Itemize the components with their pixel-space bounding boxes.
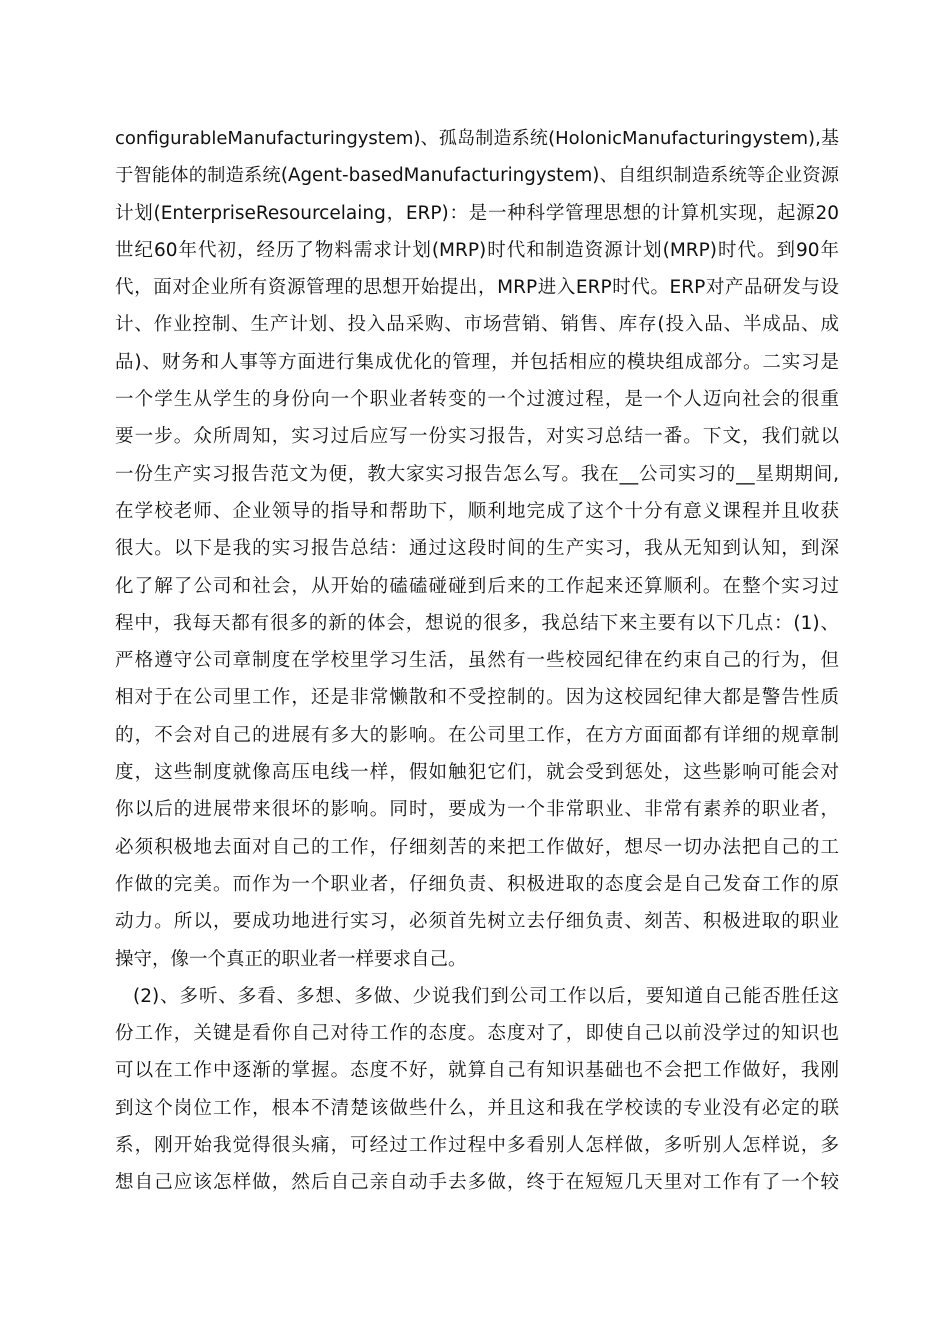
text-line: 计划(EnterpriseResourcelaing，ERP)：是一种科学管理思想的计算机实现，起源20 [115,202,839,224]
text-line: 的，不会对自己的进展有多大的影响。在公司里工作，在方方面面都有详细的规章制 [115,724,839,746]
text-line: 想自己应该怎样做，然后自己亲自动手去多做，终于在短短几天里对工作有了一个较 [115,1172,839,1194]
text-line: 要一步。众所周知，实习过后应写一份实习报告，对实习总结一番。下文，我们就以 [115,426,839,448]
text-line: 份工作，关键是看你自己对待工作的态度。态度对了，即使自己以前没学过的知识也 [115,1023,839,1045]
text-line: 可以在工作中逐渐的掌握。态度不好，就算自己有知识基础也不会把工作做好，我刚 [115,1060,839,1082]
text-line: 度，这些制度就像高压电线一样，假如触犯它们，就会受到惩处，这些影响可能会对 [115,762,839,784]
text-line: 你以后的进展带来很坏的影响。同时，要成为一个非常职业、非常有素养的职业者， [115,799,839,821]
text-line: 于智能体的制造系统(Agent-basedManufacturingystem)、自组织制造系统等企业资源 [115,165,839,187]
text-line: 代，面对企业所有资源管理的思想开始提出，MRP进入ERP时代。ERP对产品研发与设 [115,277,839,299]
text-line: 严格遵守公司章制度在学校里学习生活，虽然有一些校园纪律在约束自己的行为，但 [115,650,839,672]
text-line: 计、作业控制、生产计划、投入品采购、市场营销、销售、库存(投入品、半成品、成 [115,314,839,336]
text-line: 品)、财务和人事等方面进行集成优化的管理，并包括相应的模块组成部分。二实习是 [115,351,839,373]
text-line: 在学校老师、企业领导的指导和帮助下，顺利地完成了这个十分有意义课程并且收获 [115,500,839,522]
text-line: 作做的完美。而作为一个职业者，仔细负责、积极进取的态度会是自己发奋工作的原 [115,873,839,895]
text-line: 动力。所以，要成功地进行实习，必须首先树立去仔细负责、刻苦、积极进取的职业 [115,911,839,933]
text-line: 很大。以下是我的实习报告总结：通过这段时间的生产实习，我从无知到认知，到深 [115,538,839,560]
text-line: 到这个岗位工作，根本不清楚该做些什么，并且这和我在学校读的专业没有必定的联 [115,1097,839,1119]
text-line: 相对于在公司里工作，还是非常懒散和不受控制的。因为这校园纪律大都是警告性质 [115,687,839,709]
body-text [115,120,839,1202]
text-line: 一份生产实习报告范文为便，教大家实习报告怎么写。我在__公司实习的__星期期间, [115,463,839,485]
text-line: 化了解了公司和社会，从开始的磕磕碰碰到后来的工作起来还算顺利。在整个实习过 [115,575,839,597]
text-line: 程中，我每天都有很多的新的体会，想说的很多，我总结下来主要有以下几点：(1)、 [115,612,839,634]
paragraph-first-line: (2)、多听、多看、多想、多做、少说我们到公司工作以后，要知道自己能否胜任这 [133,985,839,1007]
text-line: 世纪60年代初，经历了物料需求计划(MRP)时代和制造资源计划(MRP)时代。到90年 [115,239,839,261]
text-line: 系，刚开始我觉得很头痛，可经过工作过程中多看别人怎样做，多听别人怎样说，多 [115,1135,839,1157]
text-line: 必须积极地去面对自己的工作，仔细刻苦的来把工作做好，想尽一切办法把自己的工 [115,836,839,858]
text-line: 一个学生从学生的身份向一个职业者转变的一个过渡过程，是一个人迈向社会的很重 [115,389,839,411]
text-line: configurableManufacturingystem)、孤岛制造系统(HolonicManufacturingystem),基 [115,128,839,149]
text-line: 操守，像一个真正的职业者一样要求自己。 [115,948,467,970]
